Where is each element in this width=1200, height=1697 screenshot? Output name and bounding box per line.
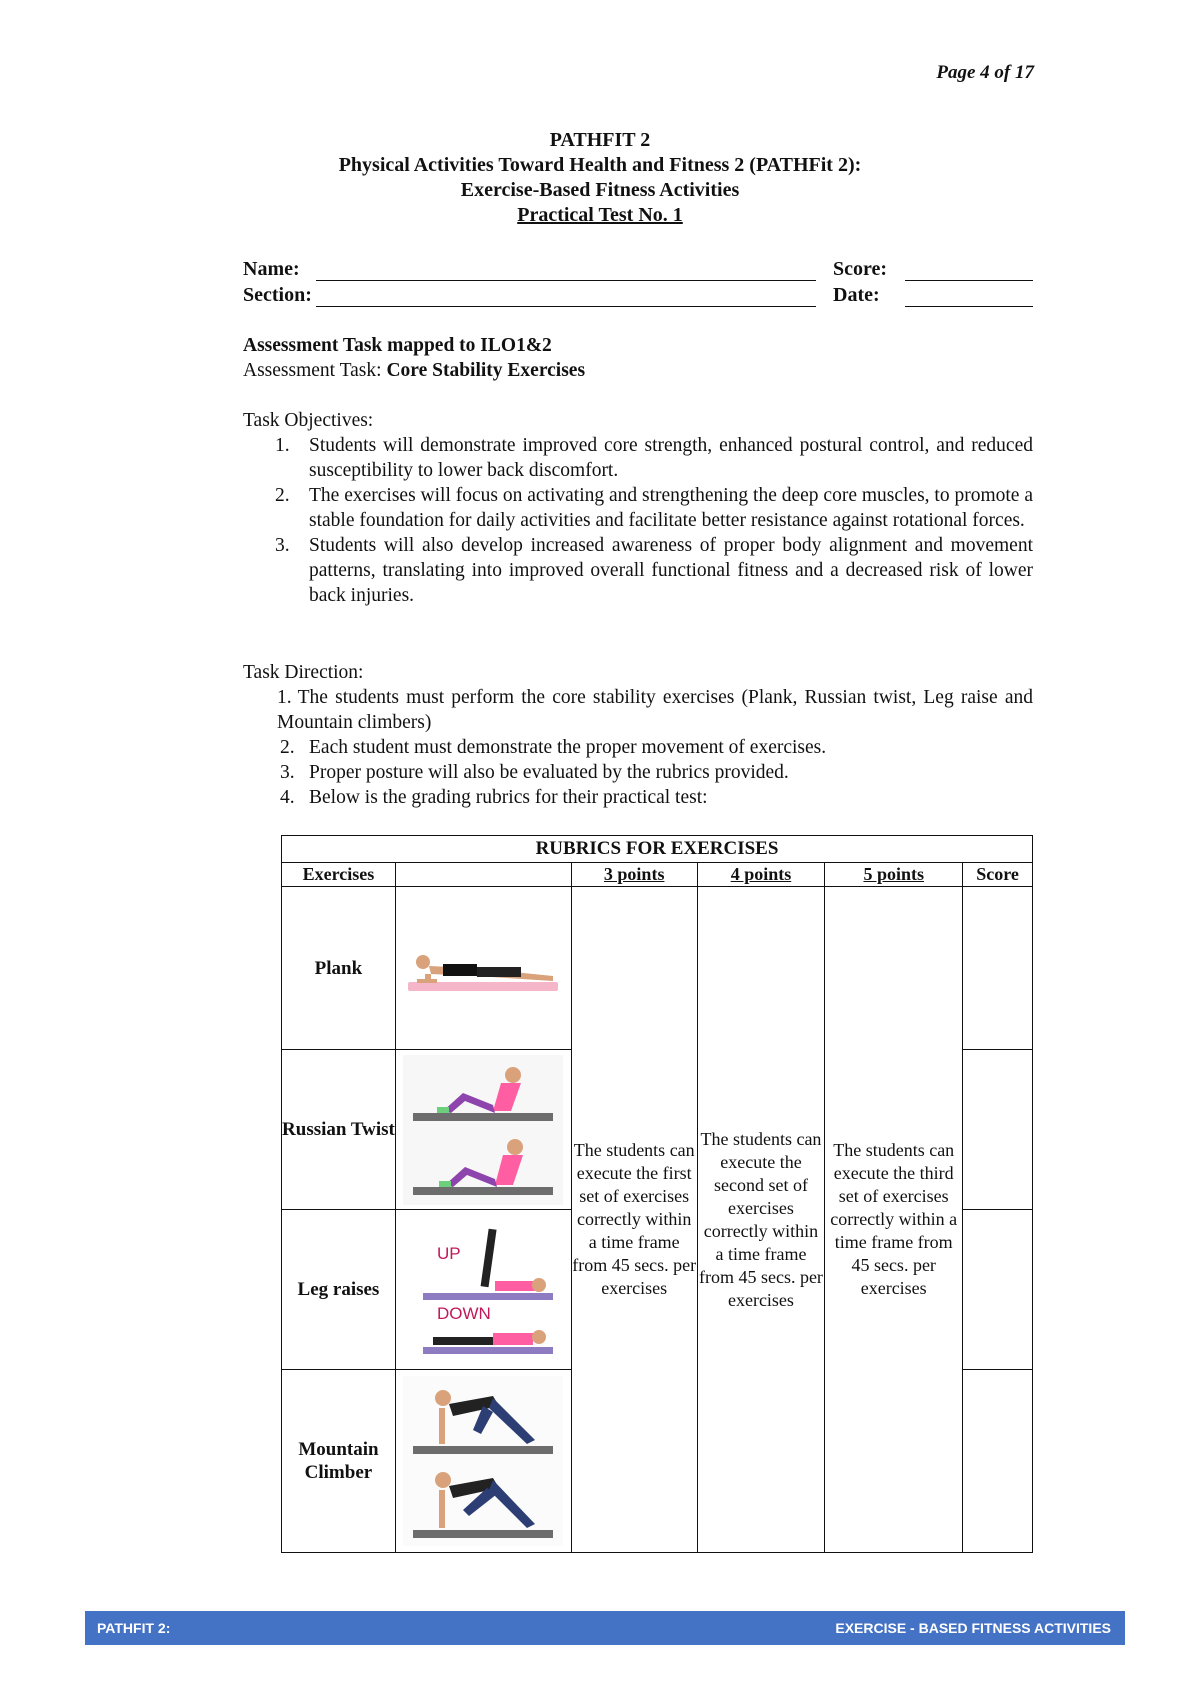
direction-item: 4. Below is the grading rubrics for their practical test: — [280, 787, 708, 808]
score-cell-plank[interactable] — [963, 887, 1033, 1050]
direction-item: 1. The students must perform the core stability exercises (Plank, Russian twist, Leg raise and Mountain climbers) — [277, 687, 1033, 733]
objectives-section — [243, 408, 1033, 608]
direction-item: 2. Each student must demonstrate the proper movement of exercises. — [280, 737, 827, 758]
document-title — [0, 128, 1200, 228]
section-row — [243, 284, 1033, 310]
rubrics-table — [281, 835, 1033, 1553]
exercise-mountain-climber: Mountain Climber — [282, 1370, 396, 1553]
score-label: Score: — [833, 258, 888, 280]
leg-raises-figure — [403, 1215, 563, 1365]
russian-twist-figure — [403, 1055, 563, 1205]
col-score: Score — [963, 863, 1033, 887]
plank-image — [395, 887, 571, 1050]
test-title: Practical Test No. 1 — [517, 204, 683, 226]
objectives-heading: Task Objectives: — [243, 410, 374, 431]
criteria-5-points: The students can execute the third set of exercises correctly within a time frame from 45 secs. per exercises — [825, 887, 963, 1553]
criteria-4-points: The students can execute the second set of exercises correctly within a time frame from 45 secs. per exercises — [697, 887, 825, 1553]
col-exercises: Exercises — [282, 863, 396, 887]
objective-item: 2. The exercises will focus on activating and strengthening the deep core muscles, to promote a stable foundation for daily activities and facilitate better resistance against rotational forces. — [275, 485, 1033, 531]
col-image — [395, 863, 571, 887]
col-4-points: 4 points — [697, 863, 825, 887]
objective-item: 1. Students will demonstrate improved core strength, enhanced postural control, and reduced susceptibility to lower back discomfort. — [275, 435, 1033, 481]
date-blank[interactable] — [905, 284, 1033, 307]
exercise-plank: Plank — [282, 887, 396, 1050]
course-subtitle: Exercise-Based Fitness Activities — [460, 179, 740, 201]
name-label: Name: — [243, 258, 300, 280]
col-3-points: 3 points — [571, 863, 697, 887]
section-blank[interactable] — [316, 284, 816, 307]
score-cell-mountain-climber[interactable] — [963, 1370, 1033, 1553]
russian-twist-image — [395, 1050, 571, 1210]
assessment-heading: Assessment Task mapped to ILO1&2 — [243, 335, 552, 356]
course-code: PATHFIT 2 — [549, 129, 651, 151]
direction-section — [243, 660, 1033, 810]
score-blank[interactable] — [905, 258, 1033, 281]
col-5-points: 5 points — [825, 863, 963, 887]
page-number: Page 4 of 17 — [936, 62, 1034, 83]
assessment-section — [243, 333, 1033, 383]
criteria-3-points: The students can execute the first set of exercises correctly within a time frame from 45 secs. per exercises — [571, 887, 697, 1553]
name-row — [243, 258, 1033, 284]
section-label: Section: — [243, 284, 312, 306]
leg-up-label: UP — [437, 1243, 461, 1263]
course-title: Physical Activities Toward Health and Fitness 2 (PATHFit 2): — [338, 154, 862, 176]
mountain-climber-image — [395, 1370, 571, 1553]
assessment-task-label: Assessment Task: — [243, 360, 387, 381]
plank-figure — [403, 938, 563, 998]
rubric-title: RUBRICS FOR EXERCISES — [282, 836, 1033, 863]
leg-down-label: DOWN — [437, 1303, 492, 1323]
footer-right-label: EXERCISE - BASED FITNESS ACTIVITIES — [835, 1620, 1111, 1636]
score-cell-russian-twist[interactable] — [963, 1050, 1033, 1210]
footer-left-label: PATHFIT 2: — [97, 1620, 171, 1636]
score-cell-leg-raises[interactable] — [963, 1210, 1033, 1370]
mountain-climber-figure — [403, 1376, 563, 1546]
exercise-leg-raises: Leg raises — [282, 1210, 396, 1370]
leg-raises-image — [395, 1210, 571, 1370]
direction-heading: Task Direction: — [243, 662, 364, 683]
name-blank[interactable] — [316, 258, 816, 281]
exercise-russian-twist: Russian Twist — [282, 1050, 396, 1210]
assessment-task-line — [243, 358, 1033, 383]
date-label: Date: — [833, 284, 880, 306]
assessment-task-value: Core Stability Exercises — [386, 360, 586, 381]
direction-item: 3. Proper posture will also be evaluated by the rubrics provided. — [280, 762, 789, 783]
footer-bar — [85, 1611, 1125, 1645]
objective-item: 3. Students will also develop increased awareness of proper body alignment and movement patterns, translating into improved overall functional fitness and a decreased risk of lower back injuries. — [275, 535, 1033, 606]
